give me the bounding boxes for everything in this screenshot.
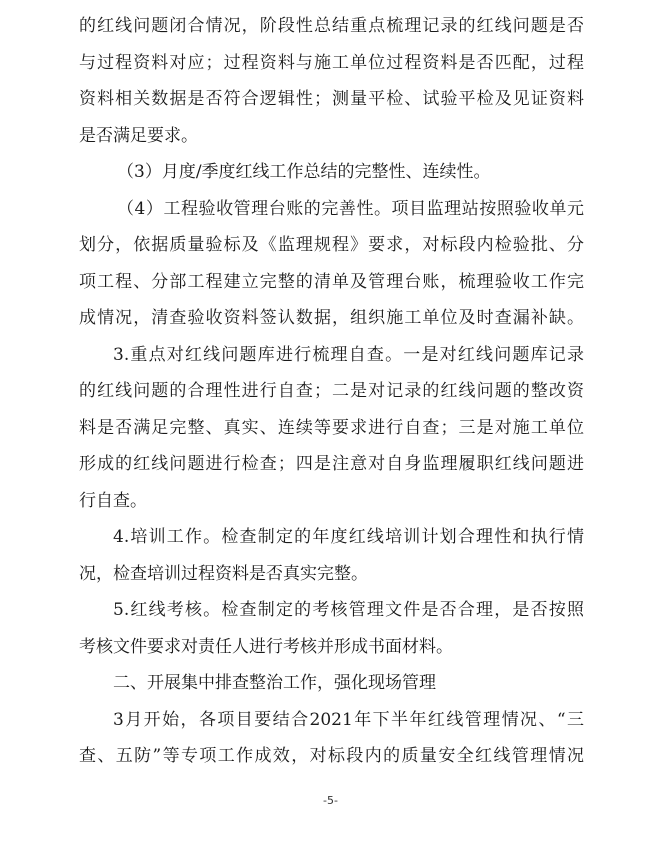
paragraph [79,702,584,775]
text-line: 况，检查培训过程资料是否真实完整。 [79,563,368,584]
text-line: 考核文件要求对责任人进行考核并形成书面材料。 [79,636,453,657]
text-line: （4）工程验收管理台账的完善性。项目监理站按照验收单元 [117,198,584,219]
text-line: 查、五防”等专项工作成效，对标段内的质量安全红线管理情况 [79,746,584,766]
paragraph [79,154,584,191]
paragraph [79,592,584,665]
page-number: -5- [323,794,338,807]
body-text [79,8,584,775]
text-line: 划分，依据质量验标及《监理规程》要求，对标段内检验批、分 [79,235,584,255]
text-line: 料是否满足完整、真实、连续等要求进行自查；三是对施工单位 [79,417,584,438]
text-line: 成情况，清查验收资料签认数据，组织施工单位及时查漏补缺。 [79,308,584,328]
text-line: 5.红线考核。检查制定的考核管理文件是否合理，是否按照 [113,600,584,620]
text-line: 3月开始，各项目要结合2021年下半年红线管理情况、“三 [113,709,584,730]
text-line: 资料相关数据是否符合逻辑性；测量平检、试验平检及见证资料 [79,89,584,109]
heading-line: 二、开展集中排查整治工作，强化现场管理 [113,673,436,693]
text-line: 的红线问题的合理性进行自查；二是对记录的红线问题的整改资 [79,381,584,401]
section-heading [79,665,584,702]
text-line: 的红线问题闭合情况，阶段性总结重点梳理记录的红线问题是否 [79,16,584,36]
text-line: 项工程、分部工程建立完整的清单及管理台账，梳理验收工作完 [79,271,584,292]
text-line: 3.重点对红线问题库进行梳理自查。一是对红线问题库记录 [113,344,584,365]
paragraph [79,191,584,337]
paragraph [79,8,584,154]
text-line: 4.培训工作。检查制定的年度红线培训计划合理性和执行情 [113,527,584,547]
paragraph [79,337,584,520]
text-line: 形成的红线问题进行检查；四是注意对自身监理履职红线问题进 [79,454,584,474]
text-line: 是否满足要求。 [79,125,198,146]
text-line: （3）月度/季度红线工作总结的完整性、连续性。 [117,162,491,182]
text-line: 行自查。 [79,490,147,511]
paragraph [79,519,584,592]
text-line: 与过程资料对应；过程资料与施工单位过程资料是否匹配，过程 [79,52,584,73]
